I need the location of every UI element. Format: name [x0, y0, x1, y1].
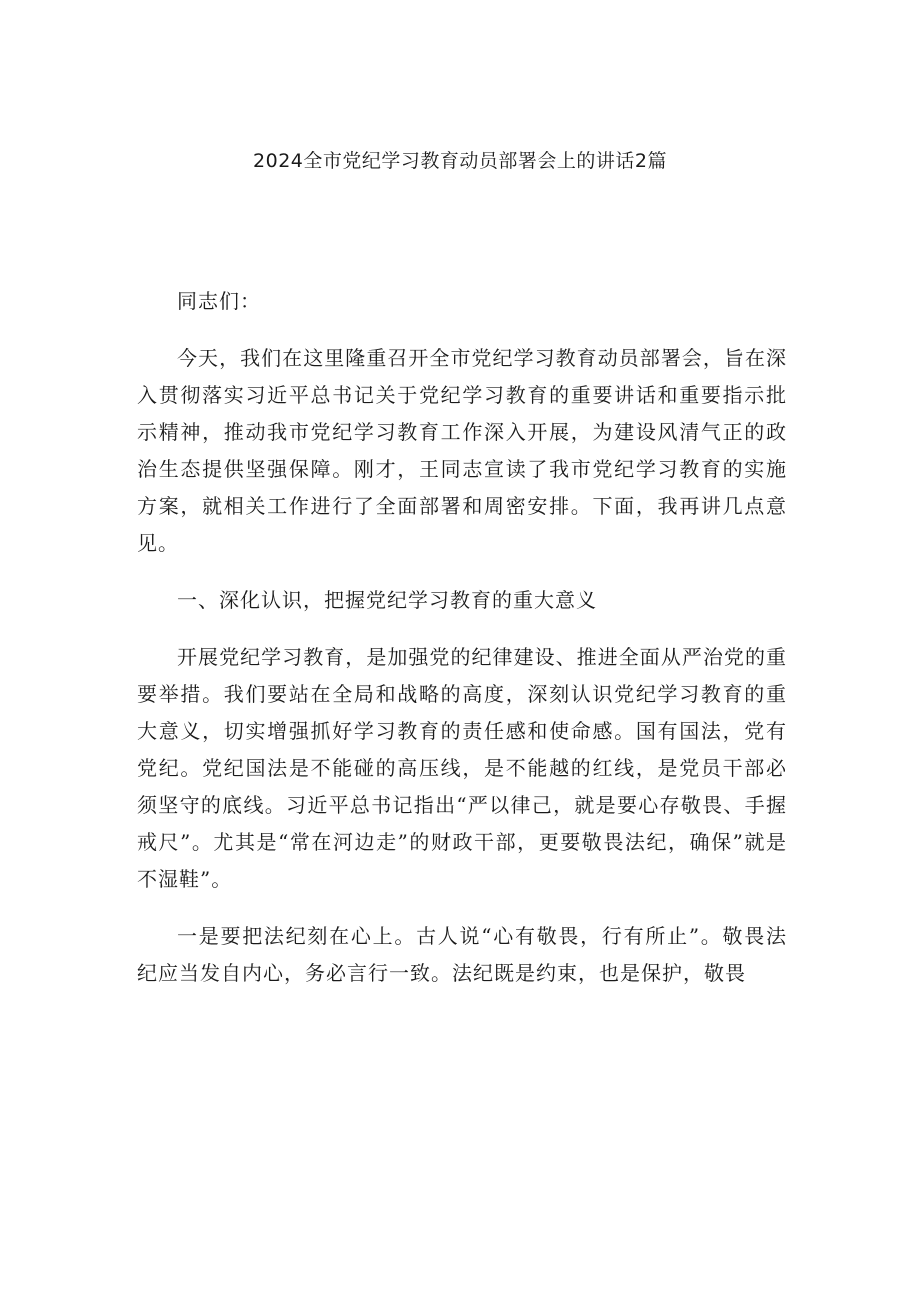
- paragraph-point-1: 一是要把法纪刻在心上。古人说“心有敬畏，行有所止”。敬畏法纪应当发自内心，务必言行一致。法纪既是约束，也是保护，敬畏: [137, 924, 787, 985]
- salutation: 同志们：: [177, 289, 261, 313]
- document-body: [137, 283, 787, 1012]
- paragraph-significance: 开展党纪学习教育，是加强党的纪律建设、推进全面从严治党的重要举措。我们要站在全局和战略的高度，深刻认识党纪学习教育的重大意义，切实增强抓好学习教育的责任感和使命感。国有国法，党有党纪。党纪国法是不能碰的高压线，是不能越的红线，是党员干部必须坚守的底线。习近平总书记指出“严以律己，就是要心存敬畏、手握戒尺”。尤其是“常在河边走”的财政干部，更要敬畏法纪，确保”就是不湿鞋”。: [137, 645, 787, 891]
- section-heading-1: 一、深化认识，把握党纪学习教育的重大意义: [177, 588, 597, 612]
- document-title: 2024全市党纪学习教育动员部署会上的讲话2篇: [253, 150, 667, 172]
- paragraph-opening: 今天，我们在这里隆重召开全市党纪学习教育动员部署会，旨在深入贯彻落实习近平总书记关于党纪学习教育的重要讲话和重要指示批示精神，推动我市党纪学习教育工作深入开展，为建设风清气正的政治生态提供坚强保障。刚才，王同志宣读了我市党纪学习教育的实施方案，就相关工作进行了全面部署和周密安排。下面，我再讲几点意见。: [137, 346, 787, 555]
